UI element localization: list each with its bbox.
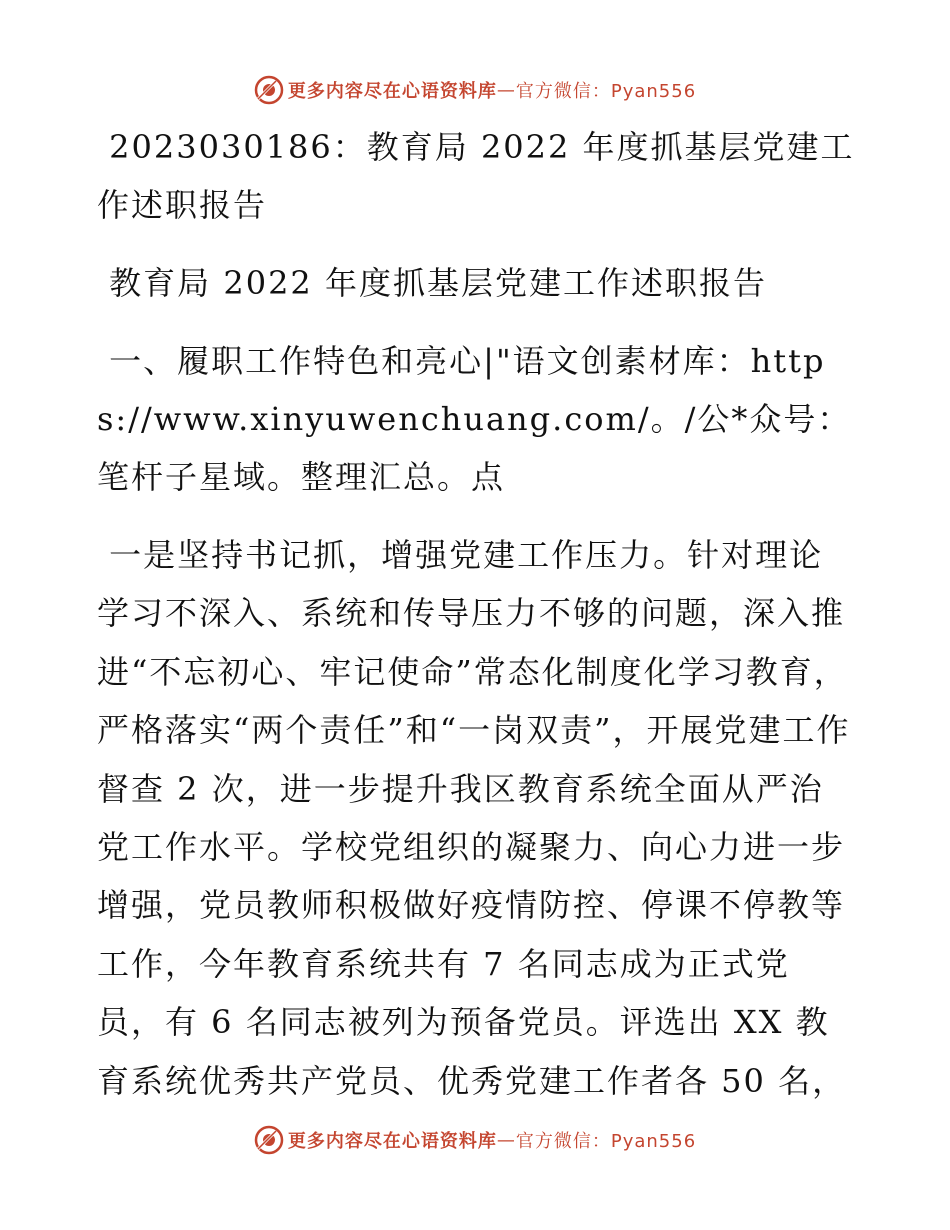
section-heading: 一、履职工作特色和亮心|"语文创素材库：https://www.xinyuwenchuang.com/。/公*众号：笔杆子星域。整理汇总。点 — [97, 342, 852, 496]
document-body — [97, 118, 857, 1110]
header-watermark — [0, 70, 950, 110]
logo-icon — [254, 75, 284, 105]
logo-icon — [254, 1125, 284, 1155]
watermark-contact: 官方微信：Pyan556 — [515, 81, 697, 102]
watermark-dash: — — [496, 79, 516, 101]
watermark-brand: 更多内容尽在心语资料库 — [287, 81, 497, 102]
watermark-brand: 更多内容尽在心语资料库 — [287, 1131, 497, 1152]
watermark-dash: — — [496, 1129, 516, 1151]
paragraph-1: 一是坚持书记抓，增强党建工作压力。针对理论学习不深入、系统和传导压力不够的问题，深入推进“不忘初心、牢记使命”常态化制度化学习教育，严格落实“两个责任”和“一岗双责”，开展党建工作督查 2 次，进一步提升我区教育系统全面从严治党工作水平。学校党组织的凝聚力、向心力进一步增强，党员教师积极做好疫情防控、停课不停教等工作，今年教育系统共有 7 名同志成为正式党员，有 6 名同志被列为预备党员。评选出 XX 教育系统优秀共产党员、优秀党建工作者各 50 名， — [97, 536, 851, 1100]
document-subtitle: 教育局 2022 年度抓基层党建工作述职报告 — [97, 264, 767, 302]
footer-watermark — [0, 1120, 950, 1160]
watermark-contact: 官方微信：Pyan556 — [515, 1131, 697, 1152]
document-title: 2023030186：教育局 2022 年度抓基层党建工作述职报告 — [97, 128, 855, 224]
